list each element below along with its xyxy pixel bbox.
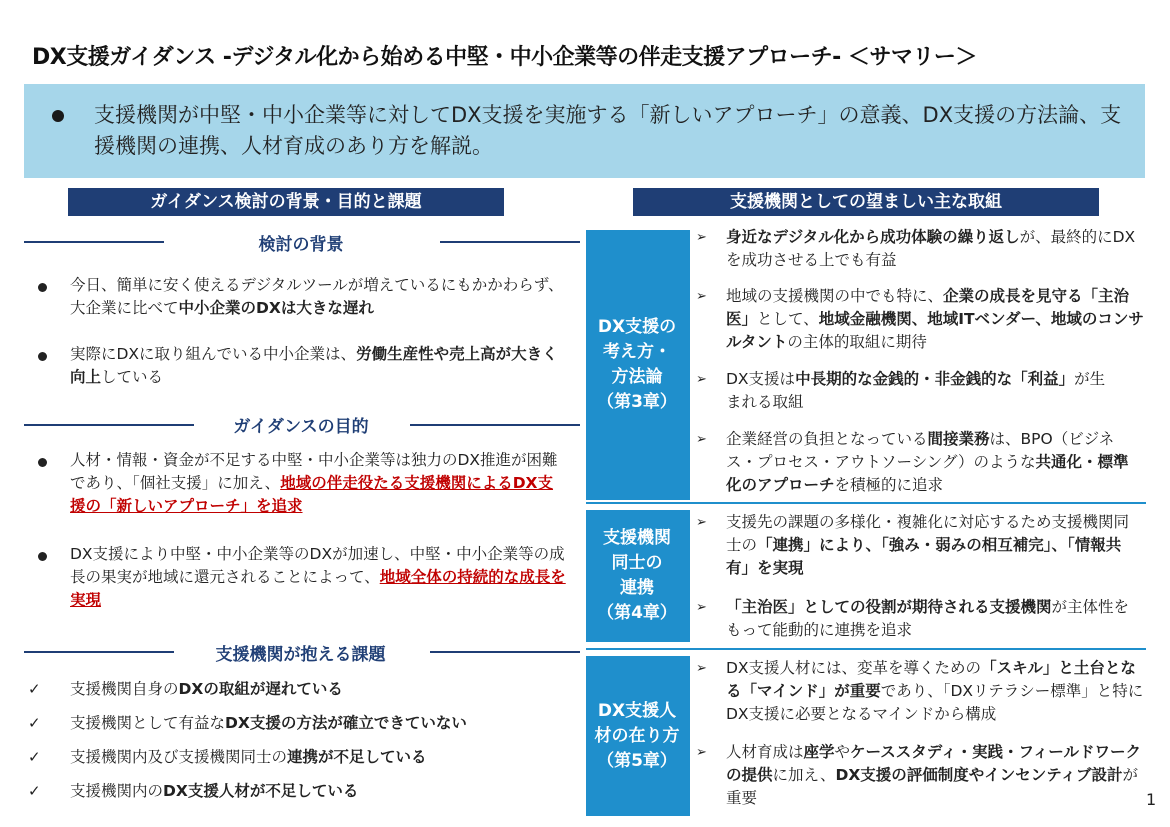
purpose-point-1 — [70, 449, 566, 518]
background-point-1 — [70, 274, 570, 320]
text: している — [101, 368, 164, 386]
divider — [586, 502, 1146, 504]
emphasis-text: 「主治医」としての役割が期待される支援機関 — [726, 598, 1052, 616]
chapter3-label — [586, 230, 688, 500]
text: 支援機関内及び支援機関同士の — [70, 748, 288, 766]
purpose-heading: ガイダンスの目的 — [233, 417, 369, 437]
divider — [440, 241, 580, 243]
bullet-icon — [38, 458, 47, 467]
text: DX支援は — [726, 370, 796, 388]
emphasis-text: 連携が不足している — [287, 748, 427, 766]
emphasis-text: 中長期的な金銭的・非金銭的な「利益」 — [795, 370, 1075, 388]
text: の主体的取組に期待 — [787, 333, 927, 351]
emphasis-text: DXの取組が遅れている — [178, 680, 343, 698]
chapter5-item-1 — [726, 657, 1146, 726]
arrow-icon: ➢ — [696, 661, 707, 676]
chapter3-item-1 — [726, 226, 1146, 272]
label-line: 方法論 — [611, 367, 663, 387]
bullet-icon — [38, 283, 47, 292]
divider — [24, 651, 174, 653]
label-line: （第4章） — [597, 603, 677, 623]
background-point-2 — [70, 343, 560, 389]
emphasis-text: 中小企業のDXは大きな遅れ — [178, 299, 374, 317]
emphasis-text: 「スキル」と土台となる「マインド」が重要 — [726, 659, 1136, 700]
chapter4-item-1 — [726, 511, 1141, 580]
text: は、BPO（ビジネス・プロセス・アウトソーシング）のような — [726, 430, 1115, 471]
issue-item — [70, 712, 570, 735]
bullet-icon — [52, 110, 64, 122]
text: 支援先の課題の多様化・複雑化に対応するため支援機関同士の — [726, 513, 1130, 554]
background-heading: 検討の背景 — [258, 235, 344, 255]
arrow-icon: ➢ — [696, 600, 707, 615]
text: 人材育成は — [726, 743, 804, 761]
arrow-icon: ➢ — [696, 515, 707, 530]
text: を積極的に追求 — [834, 476, 944, 494]
label-line: 支援機関 — [603, 528, 671, 548]
issue-item — [70, 780, 570, 803]
banner-text: 支援機関が中堅・中小企業等に対してDX支援を実施する「新しいアプローチ」の意義、DX支援の方法論、支援機関の連携、人材育成のあり方を解説。 — [94, 103, 1122, 158]
divider — [24, 241, 164, 243]
chapter5-item-2 — [726, 741, 1146, 810]
check-icon: ✓ — [28, 714, 41, 732]
text: 地域の支援機関の中でも特に、 — [726, 287, 944, 305]
check-icon: ✓ — [28, 680, 41, 698]
text: 実際にDXに取り組んでいる中小企業は、 — [70, 345, 357, 363]
emphasis-text: 地域金融機関、地域ITベンダー、地域のコンサルタント — [726, 310, 1144, 351]
text: 人材・情報・資金が不足する中堅・中小企業等は独力のDX推進が困難であり、「個社支援」に加え、 — [70, 451, 558, 492]
arrow-icon: ➢ — [696, 230, 707, 245]
text: 今日、簡単に安く使えるデジタルツールが増えているにもかかわらず、大企業に比べて — [70, 276, 564, 317]
divider — [430, 651, 580, 653]
text: であり、「DXリテラシー標準」と特にDX支援に必要となるマインドから構成 — [726, 682, 1144, 723]
issue-item — [70, 746, 570, 769]
emphasis-text: 共通化・標準化のアプローチ — [726, 453, 1129, 494]
emphasis-text: DX支援の方法が確立できていない — [225, 714, 467, 732]
text: が重要 — [726, 766, 1139, 807]
text: が主体性をもって能動的に連携を追求 — [726, 598, 1130, 639]
emphasis-text: DX支援人材が不足している — [163, 782, 359, 800]
divider — [688, 510, 690, 642]
text: DX支援人材には、変革を導くための — [726, 659, 982, 677]
label-line: （第5章） — [597, 750, 677, 771]
divider — [410, 424, 580, 426]
right-section-header: 支援機関としての望ましい主な取組 — [633, 188, 1099, 216]
arrow-icon: ➢ — [696, 432, 707, 447]
chapter4-item-2 — [726, 596, 1141, 642]
label-line: DX支援人 — [597, 700, 677, 721]
chapter4-label — [586, 510, 688, 642]
emphasis-text: 身近なデジタル化から成功体験の繰り返し — [726, 228, 1020, 246]
left-section-header: ガイダンス検討の背景・目的と課題 — [68, 188, 504, 216]
emphasis-text: DX支援の評価制度やインセンティブ設計 — [835, 766, 1123, 784]
issue-item — [70, 678, 570, 701]
emphasis-text: 間接業務 — [927, 430, 990, 448]
text: や — [834, 743, 851, 761]
emphasis-text: 地域全体の持続的な成長を実現 — [70, 568, 566, 609]
chapter3-item-4 — [726, 428, 1136, 497]
divider — [688, 230, 690, 500]
page-number: 1 — [1146, 790, 1157, 809]
text: 支援機関自身の — [70, 680, 179, 698]
chapter3-item-3 — [726, 368, 1106, 414]
text: 企業経営の負担となっている — [726, 430, 928, 448]
page-title: DX支援ガイダンス -デジタル化から始める中堅・中小企業等の伴走支援アプローチ- ＜サマリー＞ — [32, 45, 977, 70]
label-line: 同士の — [611, 553, 663, 573]
label-line: DX支援の — [597, 317, 677, 337]
emphasis-text: 座学 — [803, 743, 835, 761]
text: 支援機関内の — [70, 782, 164, 800]
label-line: 連携 — [620, 578, 654, 598]
summary-banner — [24, 84, 1145, 178]
chapter5-label — [586, 656, 688, 816]
text: に加え、 — [772, 766, 836, 784]
arrow-icon: ➢ — [696, 372, 707, 387]
text: DX支援により中堅・中小企業等のDXが加速し、中堅・中小企業等の成長の果実が地域に還元されることによって、 — [70, 545, 565, 586]
divider — [688, 656, 690, 816]
bullet-icon — [38, 352, 47, 361]
arrow-icon: ➢ — [696, 289, 707, 304]
emphasis-text: 企業の成長を見守る「主治医」 — [726, 287, 1130, 328]
label-line: （第3章） — [597, 392, 677, 412]
text: として、 — [757, 310, 819, 328]
text: が、最終的にDXを成功させる上でも有益 — [726, 228, 1136, 269]
purpose-point-2 — [70, 543, 570, 612]
check-icon: ✓ — [28, 748, 41, 766]
emphasis-text: 「連携」により、「強み・弱みの相互補完」、「情報共有」を実現 — [726, 536, 1122, 577]
arrow-icon: ➢ — [696, 745, 707, 760]
emphasis-text: 労働生産性や売上高が大きく向上 — [70, 345, 558, 386]
label-line: 考え方・ — [603, 342, 671, 362]
divider — [24, 424, 194, 426]
bullet-icon — [38, 552, 47, 561]
chapter3-item-2 — [726, 285, 1151, 354]
emphasis-text: ケーススタディ・実践・フィールドワークの提供 — [726, 743, 1141, 784]
issues-heading: 支援機関が抱える課題 — [215, 645, 386, 665]
text: が生まれる取組 — [726, 370, 1106, 411]
emphasis-text: 地域の伴走役たる支援機関によるDX支援の「新しいアプローチ」を追求 — [70, 474, 554, 515]
label-line: 材の在り方 — [594, 725, 680, 746]
text: 支援機関として有益な — [70, 714, 226, 732]
divider — [586, 648, 1146, 650]
check-icon: ✓ — [28, 782, 41, 800]
